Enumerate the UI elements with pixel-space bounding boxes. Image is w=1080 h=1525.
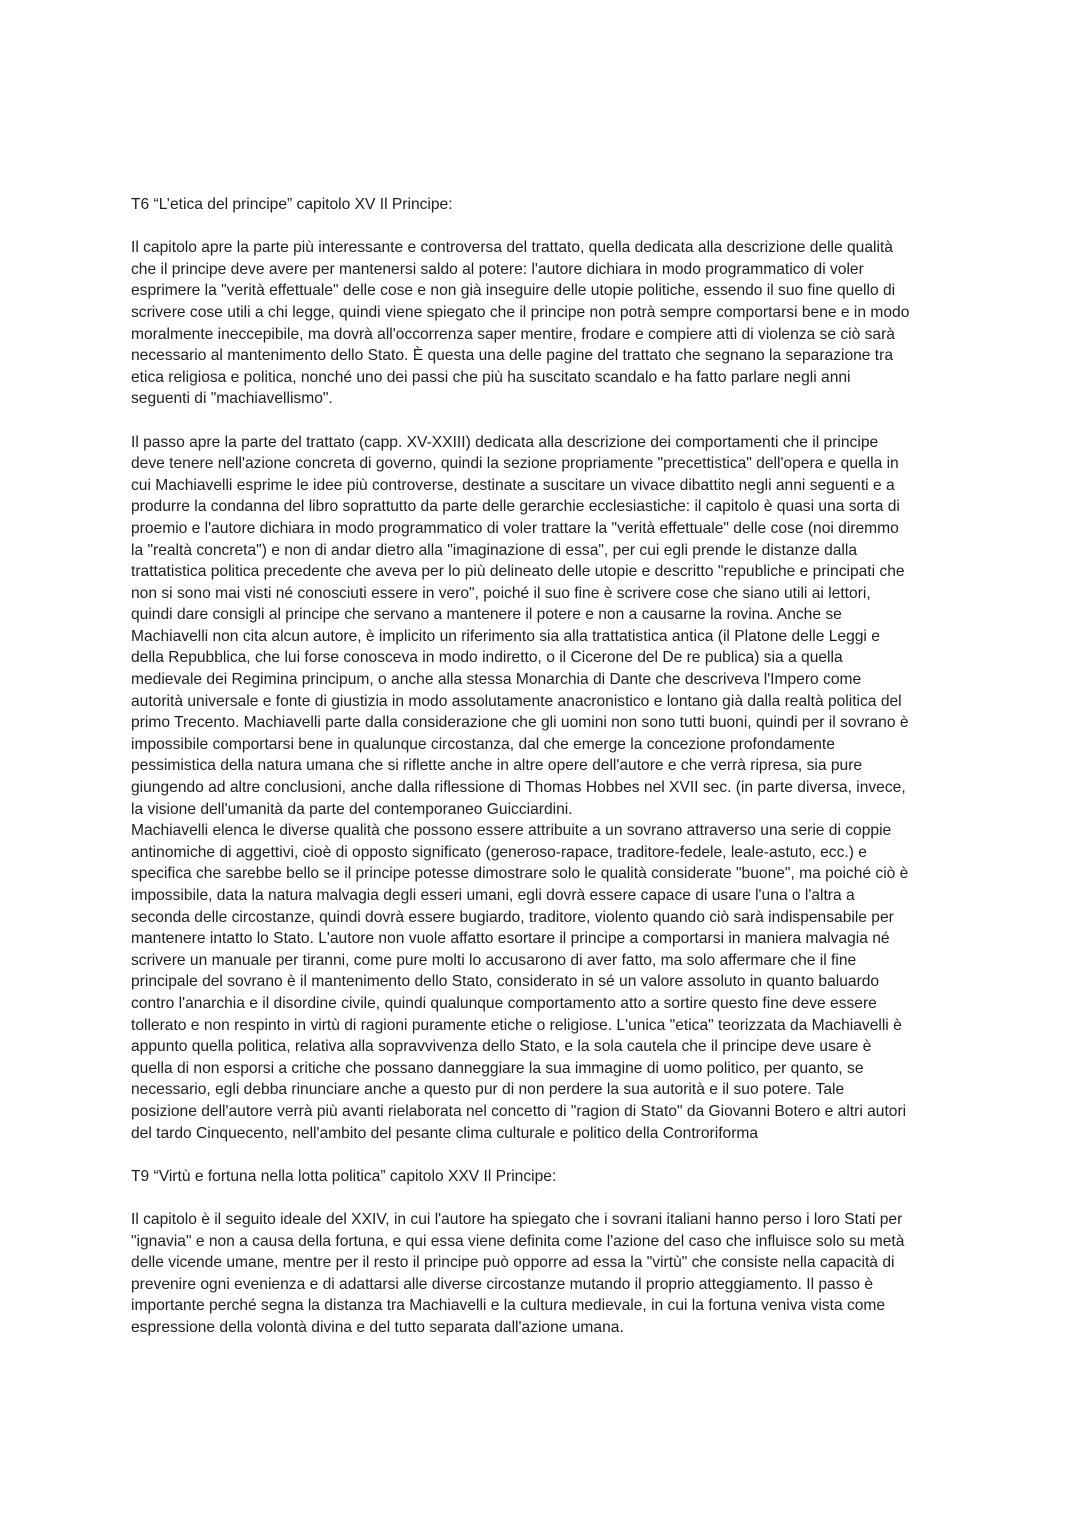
paragraph-t6-intro: Il capitolo apre la parte più interessante e controversa del trattato, quella dedicata alla descrizione delle qualità che il principe deve avere per mantenersi saldo al potere: l'autore dichiara in modo programmatico di voler esprimere la "verità effettuale" delle cose e non già inseguire delle utopie politiche, essendo il suo fine quello di scrivere cose utili a chi legge, quindi viene spiegato che il principe non potrà sempre comportarsi bene e in modo moralmente ineccepibile, ma dovrà all'occorrenza saper mentire, frodare e compiere atti di violenza se ciò sarà necessario al mantenimento dello Stato. È questa una delle pagine del trattato che segnano la separazione tra etica religiosa e politica, nonché uno dei passi che più ha suscitato scandalo e ha fatto parlare negli anni seguenti di "machiavellismo". xyxy=(131,239,910,408)
paragraph-t9-intro: Il capitolo è il seguito ideale del XXIV, in cui l'autore ha spiegato che i sovrani italiani hanno perso i loro Stati per "ignavia" e non a causa della fortuna, e qui essa viene definita come l'azione del caso che influisce solo su metà delle vicende umane, mentre per il resto il principe può opporre ad essa la "virtù" che consiste nella capacità di prevenire ogni evenienza e di adattarsi alle diverse circostanze mutando il proprio atteggiamento. Il passo è importante perché segna la distanza tra Machiavelli e la cultura medievale, in cui la fortuna veniva vista come espressione della volontà divina e del tutto separata dall'azione umana. xyxy=(131,1210,905,1336)
document-page xyxy=(131,194,951,1338)
paragraph-spacer xyxy=(131,216,951,238)
paragraph-t6-analysis: Il passo apre la parte del trattato (capp. XV-XXIII) dedicata alla descrizione dei comportamenti che il principe deve tenere nell'azione concreta di governo, quindi la sezione propriamente "precettistica" dell'opera e quella in cui Machiavelli esprime le idee più controverse, destinate a suscitare un vivace dibattito negli anni seguenti e a produrre la condanna del libro soprattutto da parte delle gerarchie ecclesiastiche: il capitolo è quasi una sorta di proemio e l'autore dichiara in modo programmatico di voler trattare la "verità effettuale" delle cose (noi diremmo la "realtà concreta") e non di andar dietro alla "imaginazione di essa", per cui egli prende le distanze dalla trattatistica politica precedente che aveva per lo più delineato delle utopie e descritto "republiche e principati che non si sono mai visti né conosciuti essere in vero", poiché il suo fine è scrivere cose che siano utili ai lettori, quindi dare consigli al principe che servano a mantenere il potere e non a causarne la rovina. Anche se Machiavelli non cita alcun autore, è implicito un riferimento sia alla trattatistica antica (il Platone delle Leggi e della Repubblica, che lui forse conosceva in modo indiretto, o il Cicerone del De re publica) sia a quella medievale dei Regimina principum, o anche alla stessa Monarchia di Dante che descriveva l'Impero come autorità universale e fonte di giustizia in modo assolutamente anacronistico e lontano già dalla realtà politica del primo Trecento. Machiavelli parte dalla considerazione che gli uomini non sono tutti buoni, quindi per il sovrano è impossibile comportarsi bene in qualunque circostanza, dal che emerge la concezione profondamente pessimistica della natura umana che si riflette anche in altre opere dell'autore e che verrà ripresa, sia pure giungendo ad altre conclusioni, anche dalla riflessione di Thomas Hobbes nel XVII sec. (in parte diversa, invece, la visione dell'umanità da parte del contemporaneo Guicciardini. xyxy=(131,433,909,818)
section-heading-t6: T6 “L’etica del principe” capitolo XV Il Principe: xyxy=(131,196,453,213)
section-heading-t9: T9 “Virtù e fortuna nella lotta politica” capitolo XXV Il Principe: xyxy=(131,1167,557,1185)
paragraph-spacer xyxy=(131,410,951,432)
paragraph-spacer xyxy=(131,1144,951,1166)
paragraph-t6-qualities: Machiavelli elenca le diverse qualità che possono essere attribuite a un sovrano attraverso una serie di coppie antinomiche di aggettivi, cioè di opposto significato (generoso-rapace, traditore-fedele, leale-astuto, ecc.) e specifica che sarebbe bello se il principe potesse dimostrare solo le qualità considerate "buone", ma poiché ciò è impossibile, data la natura malvagia degli esseri umani, egli dovrà essere capace di usare l'una o l'altra a seconda delle circostanze, quindi dovrà essere bugiardo, traditore, violento quando ciò sarà indispensabile per mantenere intatto lo Stato. L'autore non vuole affatto esortare il principe a comportarsi in maniera malvagia né scrivere un manuale per tiranni, come pure molti lo accusarono di aver fatto, ma solo affermare che il fine principale del sovrano è il mantenimento dello Stato, considerato in sé un valore assoluto in quanto baluardo contro l'anarchia e il disordine civile, quindi qualunque comportamento atto a sortire questo fine deve essere tollerato e non respinto in virtù di ragioni puramente etiche o religiose. L'unica "etica" teorizzata da Machiavelli è appunto quella politica, relativa alla sopravvivenza dello Stato, e la sola cautela che il principe deve usare è quella di non esporsi a critiche che possano danneggiare la sua immagine di uomo politico, per quanto, se necessario, egli debba rinunciare anche a questo pur di non perdere la sua autorità e il suo potere. Tale posizione dell'autore verrà più avanti rielaborata nel concetto di "ragion di Stato" da Giovanni Botero e altri autori del tardo Cinquecento, nell'ambito del pesante clima culturale e politico della Controriforma xyxy=(131,822,909,1142)
paragraph-spacer xyxy=(131,1187,951,1209)
